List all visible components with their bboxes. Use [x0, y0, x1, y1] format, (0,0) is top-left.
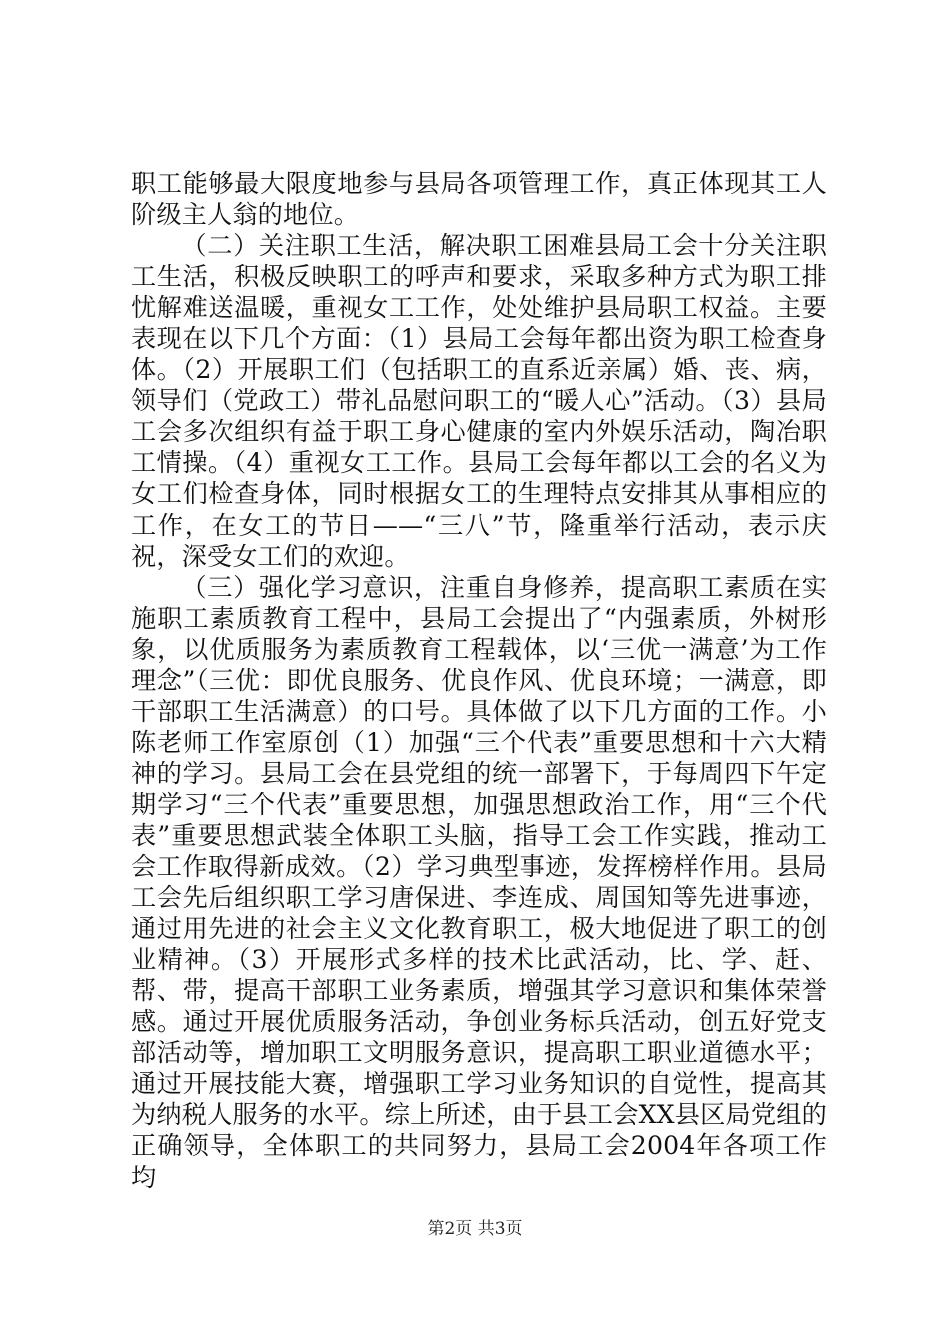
page-footer [0, 1218, 950, 1240]
page-number-label: 第2页 共3页 [427, 1219, 523, 1239]
paragraph-section-two: （二）关注职工生活，解决职工困难县局工会十分关注职工生活，积极反映职工的呼声和要求，采取多种方式为职工排忧解难送温暖，重视女工工作，处处维护县局职工权益。主要表现在以下几个方面：（1）县局工会每年都出资为职工检查身体。（2）开展职工们（包括职工的直系近亲属）婚、丧、病，领导们（党政工）带礼品慰问职工的“暖人心”活动。（3）县局工会多次组织有益于职工身心健康的室内外娱乐活动，陶冶职工情操。（4）重视女工工作。县局工会每年都以工会的名义为女工们检查身体，同时根据女工的生理特点安排其从事相应的工作，在女工的节日——“三八”节，隆重举行活动，表示庆祝，深受女工们的欢迎。 [131, 231, 827, 571]
paragraph-section-three: （三）强化学习意识，注重自身修养，提高职工素质在实施职工素质教育工程中，县局工会提出了“内强素质，外树形象，以优质服务为素质教育工程载体，以‘三优一满意’为工作理念”（三优：即优良服务、优良作风、优良环境；一满意，即干部职工生活满意）的口号。具体做了以下几方面的工作。小陈老师工作室原创（1）加强“三个代表”重要思想和十六大精神的学习。县局工会在县党组的统一部署下，于每周四下午定期学习“三个代表”重要思想，加强思想政治工作，用“三个代表”重要思想武装全体职工头脑，指导工会工作实践，推动工会工作取得新成效。（2）学习典型事迹，发挥榜样作用。县局工会先后组织职工学习唐保进、李连成、周国知等先进事迹，通过用先进的社会主义文化教育职工，极大地促进了职工的创业精神。（3）开展形式多样的技术比武活动，比、学、赶、帮、带，提高干部职工业务素质，增强其学习意识和集体荣誉感。通过开展优质服务活动，争创业务标兵活动，创五好党支部活动等，增加职工文明服务意识，提高职工职业道德水平；通过开展技能大赛，增强职工学习业务知识的自觉性，提高其为纳税人服务的水平。综上所述，由于县工会XX县区局党组的正确领导，全体职工的共同努力，县局工会2004年各项工作均 [131, 572, 827, 1192]
paragraph-continuation: 职工能够最大限度地参与县局各项管理工作，真正体现其工人阶级主人翁的地位。 [131, 169, 827, 230]
document-body [131, 168, 827, 1193]
